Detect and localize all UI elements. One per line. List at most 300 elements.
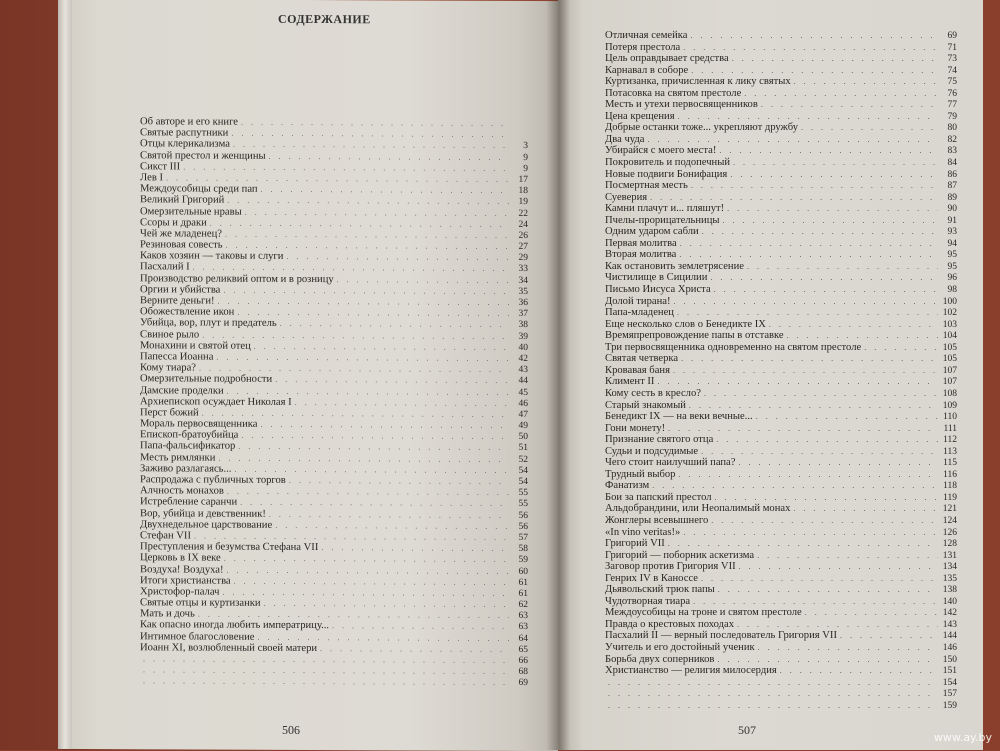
toc-entry-page: 75 [941,77,957,89]
toc-entry-title: Времяпрепровождение папы в отставке [605,330,784,342]
toc-entry-page: 22 [512,208,528,219]
toc-entry-page: 39 [512,331,528,342]
toc-entry-page: 55 [512,488,528,499]
toc-entry-page: 60 [512,566,528,577]
dot-leader [143,676,509,689]
toc-entry-title: Кому тиара? [140,362,196,373]
left-page [58,0,558,751]
toc-entry [605,400,957,412]
toc-entry [140,676,528,689]
dot-leader [769,319,938,331]
toc-entry [605,654,957,666]
toc-entry-page: 51 [512,443,528,454]
toc-entry-page: 24 [512,220,528,231]
toc-entry [605,30,957,42]
toc-entry-page: 128 [941,539,957,551]
toc-entry-page: 105 [941,343,957,355]
toc-entry-title: Учитель и его достойный ученик [605,642,755,654]
toc-entry-page: 124 [941,516,957,528]
dot-leader [689,400,938,412]
toc-entry-title: Святая четверка [605,353,678,365]
toc-entry-title: Одним ударом сабли [605,226,699,238]
toc-entry [605,434,957,446]
toc-entry-page: 131 [941,551,957,563]
toc-entry-title: Еще несколько слов о Бенедикте IX [605,319,766,331]
toc-entry [605,249,957,261]
toc-list-right [605,30,957,711]
toc-entry [605,688,957,700]
toc-entry-title: Лев I [140,172,163,183]
dot-leader [739,561,938,573]
toc-entry-title: Резиновая совесть [140,239,223,251]
toc-entry-page: 109 [941,401,957,413]
toc-entry [605,457,957,469]
dot-leader [704,388,938,400]
toc-entry-title: Папа-фальсификатор [140,441,235,453]
toc-entry-page: 65 [512,645,528,656]
dot-leader [608,677,938,689]
toc-entry-page: 77 [941,100,957,112]
toc-entry-title: Дьявольский трюк папы [605,584,715,596]
toc-entry-page: 146 [941,643,957,655]
toc-entry-page: 9 [512,164,528,175]
toc-entry-page: 93 [941,227,957,239]
dot-leader [295,397,509,409]
toc-entry-title: Правда о крестовых походах [605,619,734,631]
toc-entry-title: Дамские проделки [140,385,224,397]
toc-entry [605,527,957,539]
toc-entry-title: «In vino veritas!» [605,527,680,539]
dot-leader [608,700,938,712]
toc-entry [605,642,957,654]
toc-entry [605,619,957,631]
toc-entry-page: 56 [512,510,528,521]
page-number-right: 507 [738,723,756,738]
toc-entry [605,307,957,319]
toc-entry-title: Об авторе и его книге [140,116,238,128]
toc-entry-title: Междоусобицы среди пап [140,183,258,195]
dot-leader [701,446,938,458]
toc-entry [605,76,957,88]
toc-entry-title: Омерзительные нравы [140,206,242,218]
toc-entry [605,192,957,204]
toc-entry-page: 90 [941,204,957,216]
toc-entry-title: Трудный выбор [605,469,675,481]
toc-list-left [140,116,528,688]
toc-entry-page: 105 [941,354,957,366]
toc-entry-title: Ссоры и драки [140,217,207,228]
dot-leader [673,365,938,377]
toc-entry-title: Истребление саранчи [140,497,237,509]
toc-entry [605,215,957,227]
toc-entry-page: 142 [941,608,957,620]
toc-entry [605,330,957,342]
toc-entry-page: 140 [941,597,957,609]
dot-leader [678,469,938,481]
toc-entry-page: 87 [941,181,957,193]
toc-entry-page: 135 [941,574,957,586]
dot-leader [793,503,938,515]
toc-entry [605,607,957,619]
toc-entry [605,411,957,423]
toc-entry-title: Двухнедельное царствование [140,519,272,531]
toc-entry-title: Григорий — поборник аскетизма [605,550,754,562]
toc-entry-page: 113 [941,447,957,459]
toc-entry-page: 54 [512,477,528,488]
toc-entry [605,203,957,215]
toc-entry [605,446,957,458]
dot-leader [761,99,938,111]
dot-leader [321,542,509,554]
toc-entry [605,111,957,123]
dot-leader [714,284,938,296]
toc-entry [605,180,957,192]
dot-leader [756,411,938,423]
toc-entry-page: 63 [512,622,528,633]
dot-leader [668,423,938,435]
right-page [558,0,983,750]
toc-entry-page: 37 [512,309,528,320]
toc-entry-title: Сикст III [140,161,180,172]
toc-entry-title: Убийца, вор, плут и предатель [140,318,277,330]
toc-entry-page: 107 [941,377,957,389]
toc-entry-title: Христианство — религия милосердия [605,665,777,677]
toc-entry [605,169,957,181]
toc-entry-title: Месть римлянки [140,452,215,464]
toc-entry-page: 54 [512,466,528,477]
toc-entry-page: 34 [512,276,528,287]
dot-leader [758,642,938,654]
toc-entry-title: Альдобрандини, или Неопалимый монах [605,503,790,515]
toc-entry-page: 112 [941,435,957,447]
toc-entry [605,503,957,515]
toc-entry-title: Междоусобицы на троне и святом престоле [605,607,802,619]
dot-leader [757,550,938,562]
toc-entry-page: 57 [512,533,528,544]
toc-entry-title: Омерзительные подробности [140,374,272,386]
toc-entry-title: Отличная семейка [605,30,688,42]
toc-entry-title: Мать и дочь [140,609,195,620]
dot-leader [715,492,938,504]
toc-entry-title: Жонглеры всевышнего [605,515,708,527]
dot-leader [864,342,938,354]
toc-entry [605,134,957,146]
toc-entry-page: 76 [941,89,957,101]
toc-entry [605,538,957,550]
toc-entry [605,561,957,573]
toc-entry-page: 17 [512,175,528,186]
toc-entry-title: Преступления и безумства Стефана VII [140,541,318,553]
toc-entry-title: Цель оправдывает средства [605,53,729,65]
toc-entry-title: Как остановить землетрясение [605,261,744,273]
toc-entry [605,226,957,238]
toc-entry-page: 58 [512,544,528,555]
dot-leader [673,296,938,308]
toc-entry-title: Итоги христианства [140,575,231,587]
toc-entry-title: Месть и утехи первосвященников [605,99,758,111]
toc-entry-title: Добрые останки тоже... укрепляют дружбу [605,122,798,134]
toc-entry [605,492,957,504]
toc-entry-title: Старый знакомый [605,400,686,412]
toc-entry-page: 27 [512,242,528,253]
toc-entry-title: Чей же младенец? [140,228,222,240]
toc-entry-page: 55 [512,499,528,510]
dot-leader [691,180,938,192]
toc-entry-title: Цена крещения [605,111,675,123]
toc-entry-title: Великий Григорий [140,195,224,207]
toc-entry-page: 84 [941,158,957,170]
toc-entry-page: 43 [512,365,528,376]
toc-entry [605,157,957,169]
toc-entry-page: 71 [941,43,957,55]
toc-entry-title: Мораль первосвященника [140,418,257,430]
toc-entry-title: Борьба двух соперников [605,654,714,666]
toc-entry-page: 138 [941,585,957,597]
toc-entry-page: 86 [941,170,957,182]
toc-entry-title: Папесса Иоанна [140,351,213,363]
dot-leader [677,307,938,319]
toc-entry [605,342,957,354]
toc-entry-page: 118 [941,481,957,493]
toc-entry-page: 143 [941,620,957,632]
dot-leader [683,42,938,54]
toc-entry-title: Долой тирана! [605,296,670,308]
toc-entry-title: Монахини и святой отец [140,340,251,352]
toc-entry-title: Фанатизм [605,480,649,492]
toc-entry-page: 40 [512,343,528,354]
toc-entry-title: Два чуда [605,134,645,146]
toc-entry-title: Иоанн XI, возлюбленный своей матери [140,642,317,654]
toc-entry-page: 59 [512,555,528,566]
toc-entry-title: Убирайся с моего места! [605,145,716,157]
toc-entry-title: Заживо разлагаясь... [140,463,231,475]
toc-entry-page: 83 [941,146,957,158]
toc-entry [605,469,957,481]
dot-leader [710,272,938,284]
dot-leader [732,53,938,65]
dot-leader [678,111,938,123]
toc-entry-title: Папа-младенец [605,307,674,319]
dot-leader [717,654,938,666]
toc-entry-page: 96 [941,273,957,285]
toc-entry [605,65,957,77]
dot-leader [737,619,938,631]
toc-entry-page: 94 [941,239,957,251]
dot-leader [680,238,938,250]
toc-entry [605,515,957,527]
toc-entry-page: 45 [512,387,528,398]
toc-entry-title: Перст божий [140,407,199,418]
toc-entry-page: 95 [941,250,957,262]
toc-entry [605,319,957,331]
dot-leader [711,515,938,527]
toc-entry-title: Архиепископ осуждает Николая I [140,396,292,408]
page-stack-edge [58,0,72,749]
toc-entry-page: 134 [941,562,957,574]
toc-entry-title: Заговор против Григория VII [605,561,736,573]
toc-entry [605,677,957,689]
dot-leader [648,134,939,146]
toc-entry-title: Признание святого отца [605,434,713,446]
toc-entry-title: Вор, убийца и девственник! [140,508,266,520]
dot-leader [320,643,509,655]
toc-entry [605,272,957,284]
toc-entry [605,42,957,54]
dot-leader [683,527,938,539]
dot-leader [727,203,938,215]
dot-leader [693,596,938,608]
toc-entry-page: 79 [941,112,957,124]
toc-entry-title: Оргии и убийства [140,284,220,296]
toc-entry-page: 46 [512,399,528,410]
toc-entry-title: Бенедикт IX — на веки вечные... [605,411,753,423]
dot-leader [337,274,509,286]
toc-entry-page: 64 [512,634,528,645]
dot-leader [723,215,938,227]
toc-entry-page: 73 [941,54,957,66]
toc-entry-page: 110 [941,412,957,424]
toc-entry-title: Генрих IV в Каноссе [605,573,698,585]
dot-leader [691,30,939,42]
toc-entry-title: Свиное рыло [140,329,199,340]
toc-entry-page: 91 [941,216,957,228]
open-book [48,0,983,750]
dot-leader [744,88,938,100]
toc-entry-page: 33 [512,264,528,275]
toc-entry-title: Обожествление икон [140,306,234,318]
toc-entry [605,573,957,585]
dot-leader [652,480,938,492]
dot-leader [733,157,938,169]
toc-entry-page: 42 [512,354,528,365]
toc-entry-title: Письмо Иисуса Христа [605,284,711,296]
toc-entry-title: Гони монету! [605,423,665,435]
toc-entry [605,388,957,400]
toc-entry-title: Судьи и подсудимые [605,446,698,458]
toc-entry-title: Чудотворная тиара [605,596,690,608]
dot-leader [805,607,938,619]
dot-leader [332,621,509,633]
dot-leader [801,122,938,134]
toc-entry-page: 61 [512,578,528,589]
toc-entry-title: Производство реликвий оптом и в розницу [140,273,334,285]
toc-entry-page: 126 [941,528,957,540]
toc-entry [605,99,957,111]
toc-entry-page: 56 [512,522,528,533]
toc-entry [605,296,957,308]
toc-entry-page: 89 [941,193,957,205]
toc-entry-page: 82 [941,135,957,147]
toc-entry [605,353,957,365]
toc-entry-page: 74 [941,66,957,78]
toc-entry [605,480,957,492]
toc-entry-page: 47 [512,410,528,421]
contents-heading: СОДЕРЖАНИЕ [278,12,371,27]
toc-entry-title: Распродажа с публичных торгов [140,474,286,486]
toc-entry [605,423,957,435]
toc-entry [605,550,957,562]
toc-entry-title: Святые отцы и куртизанки [140,597,261,609]
toc-entry [605,88,957,100]
toc-entry-page: 111 [941,424,957,436]
toc-entry-page: 104 [941,331,957,343]
toc-entry-title: Потасовка на святом престоле [605,88,741,100]
dot-leader [719,145,938,157]
toc-entry-title: Святые распутники [140,127,228,139]
toc-entry-page: 69 [512,678,528,689]
toc-entry [605,584,957,596]
toc-entry-page: 144 [941,631,957,643]
toc-entry-title: Потеря престола [605,42,680,54]
toc-entry-title: Алчность монахов [140,485,224,497]
dot-leader [716,434,938,446]
toc-entry [605,365,957,377]
toc-entry-page: 100 [941,297,957,309]
toc-entry-title: Стефан VII [140,530,191,541]
toc-entry-title: Пчелы-прорицательницы [605,215,720,227]
toc-entry-title: Отцы клерикализма [140,139,230,151]
dot-leader [718,584,938,596]
toc-entry-title: Первая молитва [605,238,677,250]
dot-leader [702,226,938,238]
toc-entry-page: 108 [941,389,957,401]
toc-entry-title: Суеверия [605,192,647,204]
toc-entry-title: Как опасно иногда любить императрицу... [140,620,329,632]
toc-entry-title: Чистилище в Сицилии [605,272,707,284]
toc-entry-title: Куртизанка, причисленная к лику святых [605,76,791,88]
toc-entry [605,700,957,712]
toc-entry-page: 18 [512,186,528,197]
toc-entry-title: Пасхалий I [140,262,190,273]
dot-leader [650,192,938,204]
toc-entry-title: Интимное благословение [140,631,255,643]
toc-entry-page: 68 [512,667,528,678]
toc-entry-page: 49 [512,421,528,432]
toc-entry-title: Новые подвиги Бонифация [605,169,727,181]
toc-entry [605,145,957,157]
toc-entry-title: Посмертная месть [605,180,688,192]
toc-entry-page: 26 [512,231,528,242]
toc-entry-page: 69 [941,31,957,43]
toc-entry-page: 36 [512,298,528,309]
toc-entry-page: 29 [512,253,528,264]
toc-entry-page: 150 [941,655,957,667]
toc-entry-title: Чего стоит наилучший папа? [605,457,735,469]
dot-leader [608,688,938,700]
dot-leader [681,353,938,365]
toc-entry-title: Кровавая баня [605,365,670,377]
toc-entry-page: 52 [512,455,528,466]
toc-entry-page: 115 [941,458,957,470]
dot-leader [738,457,938,469]
toc-entry [605,376,957,388]
toc-entry-title: Каков хозяин — таковы и слуги [140,251,283,263]
dot-leader [237,307,509,319]
toc-entry-title: Епископ-братоубийца [140,430,238,442]
toc-entry-page: 38 [512,320,528,331]
toc-entry-title: Камни плачут и... пляшут! [605,203,724,215]
toc-entry-page: 63 [512,611,528,622]
toc-entry-page: 44 [512,376,528,387]
toc-entry-page: 62 [512,600,528,611]
dot-leader [794,76,938,88]
toc-entry-title: Воздуха! Воздуха! [140,564,224,576]
toc-entry-page: 98 [941,285,957,297]
toc-entry [605,122,957,134]
toc-entry-page: 80 [941,123,957,135]
toc-entry-page: 66 [512,656,528,667]
toc-entry [605,665,957,677]
